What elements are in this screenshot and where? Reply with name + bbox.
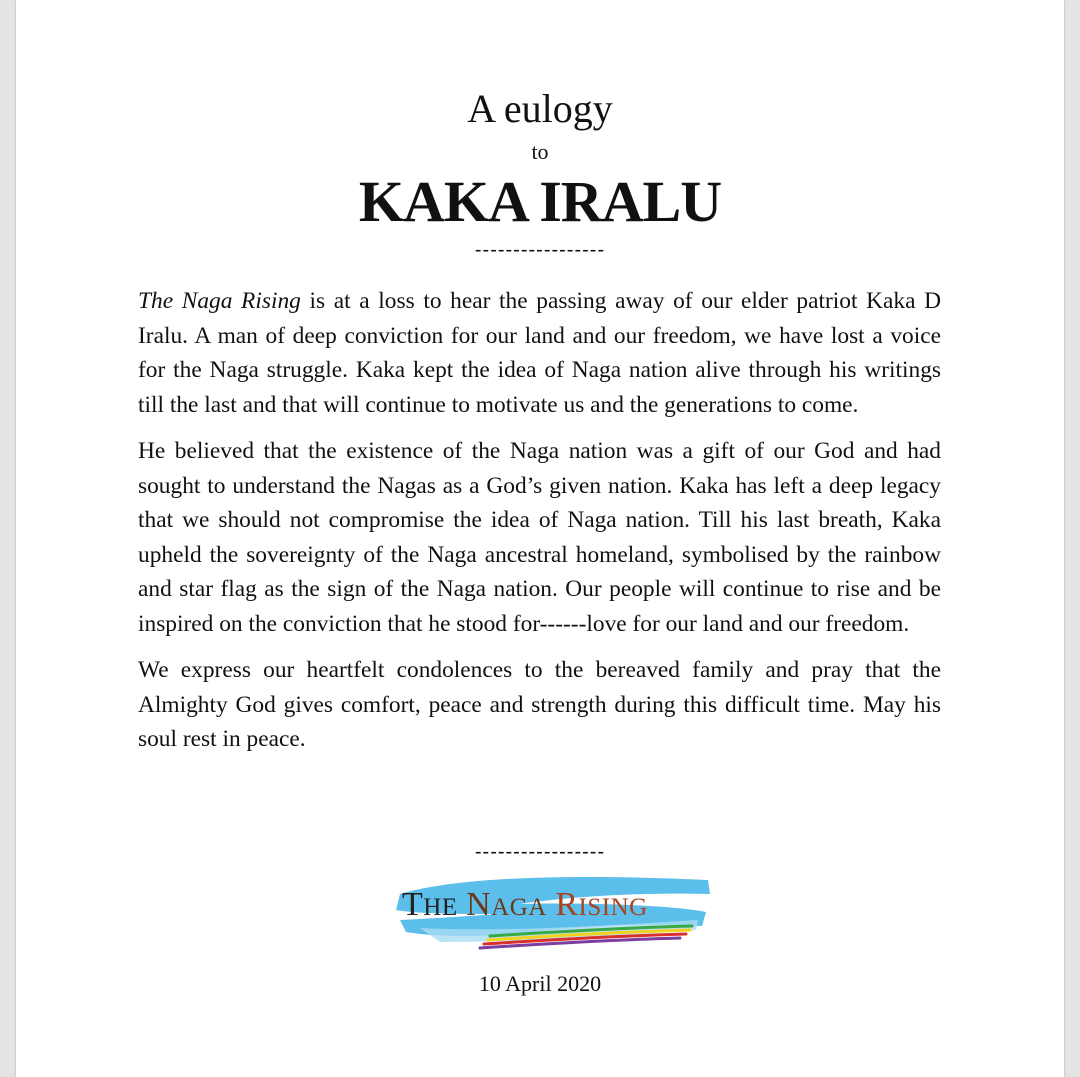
publication-date: 10 April 2020 [478, 971, 602, 996]
bottom-separator: ----------------- [474, 841, 606, 863]
logo-rising-rest: ISING [578, 894, 648, 921]
logo-rising-initial: R [555, 886, 579, 923]
paragraph-3: We express our heartfelt condolences to the bereaved family and pray that the Almighty God gives comfort, peace and strength during this difficult time. May his soul rest in peace. [138, 657, 941, 752]
publication-name: The Naga Rising [138, 288, 301, 314]
logo-naga-rest: AGA [491, 894, 547, 921]
paragraph-1-text: is at a loss to hear the passing away of our elder patriot Kaka D Iralu. A man of deep conviction for our land and our freedom, we have lost a voice for the Naga struggle. Kaka kept the idea of Naga nation alive through his writings till the last and that will continue to motivate us and the generations to come. [138, 288, 942, 418]
logo-the-initial: T [402, 886, 424, 923]
top-separator: ----------------- [474, 239, 606, 261]
logo-wordmark [402, 886, 648, 926]
naga-rising-logo [380, 872, 720, 956]
honoree-name: KAKA IRALU [358, 169, 722, 234]
paragraph-2: He believed that the existence of the Naga nation was a gift of our God and had sought to understand the Nagas as a God’s given nation. Kaka has left a deep legacy that we should not compromise the idea of Naga nation. Till his last breath, Kaka upheld the sovereignty of the Naga ancestral homeland, symbolised by the rainbow and star flag as the sign of the Naga nation. Our people will continue to rise and be inspired on the conviction that he stood for------love for our land and our freedom. [138, 438, 941, 637]
title-connector: to [531, 139, 549, 164]
paragraph-1 [138, 284, 941, 422]
logo-naga-initial: N [466, 886, 492, 923]
document-page [16, 0, 1064, 1077]
logo-the-rest: HE [423, 894, 458, 921]
eulogy-title: A eulogy [467, 86, 613, 131]
eulogy-body [138, 284, 941, 769]
